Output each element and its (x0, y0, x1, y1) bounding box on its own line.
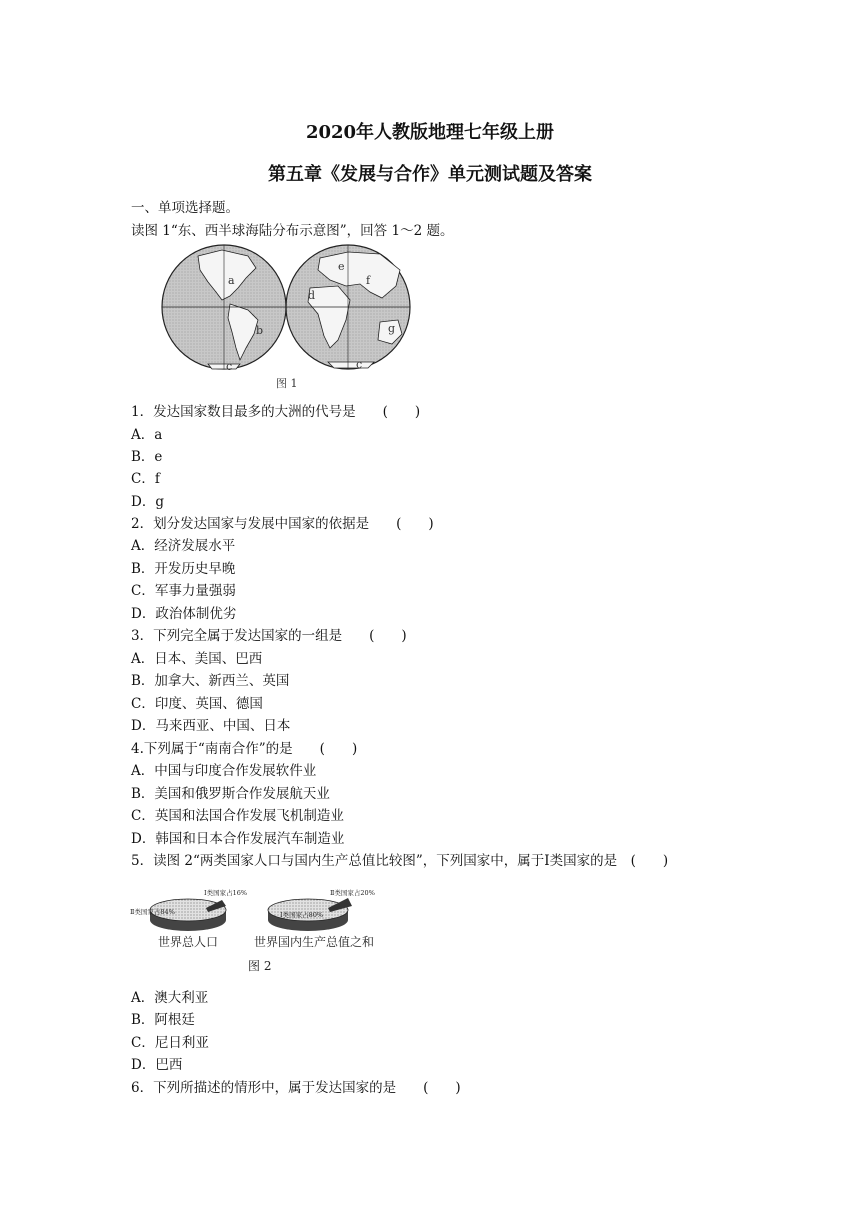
map-label-f: f (366, 274, 371, 287)
intro-text: 读图 1“东、西半球海陆分布示意图”，回答 1～2 题。 (131, 223, 454, 239)
pie1-small-label: Ⅰ类国家占16% (204, 889, 248, 897)
question-2-option-a[interactable]: A．经济发展水平 (131, 538, 236, 554)
question-2-stem: 2．划分发达国家与发展中国家的依据是 ( ) (131, 516, 434, 532)
question-4-option-d[interactable]: D．韩国和日本合作发展汽车制造业 (131, 831, 345, 847)
question-3-option-c[interactable]: C．印度、英国、德国 (131, 696, 263, 712)
question-3-option-b[interactable]: B．加拿大、新西兰、英国 (131, 673, 290, 689)
question-1-option-d[interactable]: D．g (131, 494, 164, 510)
question-4-option-a[interactable]: A．中国与印度合作发展软件业 (131, 763, 317, 779)
pie2-title: 世界国内生产总值之和 (254, 935, 375, 949)
question-5-option-d[interactable]: D．巴西 (131, 1057, 183, 1073)
question-2-option-d[interactable]: D．政治体制优劣 (131, 606, 237, 622)
question-4-option-b[interactable]: B．美国和俄罗斯合作发展航天业 (131, 786, 330, 802)
antarctica-east-shape (328, 362, 374, 368)
question-1-option-c[interactable]: C．f (131, 471, 160, 487)
map-label-d: d (308, 289, 316, 302)
hemisphere-map-figure (160, 244, 415, 392)
question-1-option-a[interactable]: A．a (131, 427, 163, 443)
question-3-stem: 3．下列完全属于发达国家的一组是 ( ) (131, 628, 407, 644)
pie2-small-label: Ⅱ类国家占20% (330, 889, 375, 897)
pie1-title: 世界总人口 (158, 935, 219, 949)
question-1-option-b[interactable]: B．e (131, 449, 163, 465)
question-2-option-c[interactable]: C．军事力量强弱 (131, 583, 236, 599)
pie1-large-label: Ⅱ类国家占84% (130, 908, 175, 916)
figure1-caption: 图 1 (276, 377, 298, 390)
question-4-option-c[interactable]: C．英国和法国合作发展飞机制造业 (131, 808, 344, 824)
question-1-stem: 1．发达国家数目最多的大洲的代号是 ( ) (131, 404, 421, 420)
question-5-option-c[interactable]: C．尼日利亚 (131, 1035, 209, 1051)
question-5-stem: 5．读图 2“两类国家人口与国内生产总值比较图”，下列国家中，属于Ⅰ类国家的是 ( ) (131, 853, 669, 869)
gdp-pie (254, 888, 375, 949)
population-gdp-pies-figure (130, 884, 395, 976)
section-heading: 一、单项选择题。 (131, 200, 239, 216)
question-5-option-b[interactable]: B．阿根廷 (131, 1012, 195, 1028)
figure2-caption: 图 2 (248, 959, 272, 973)
map-label-b: b (256, 324, 264, 337)
question-2-option-b[interactable]: B．开发历史早晚 (131, 561, 236, 577)
doc-subtitle: 第五章《发展与合作》单元测试题及答案 (268, 164, 592, 185)
map-label-c-west: c (226, 360, 233, 373)
question-5-option-a[interactable]: A．澳大利亚 (131, 990, 209, 1006)
doc-title: 2020年人教版地理七年级上册 (305, 122, 555, 143)
population-pie (130, 888, 247, 949)
map-label-g: g (388, 322, 396, 335)
question-4-stem: 4.下列属于“南南合作”的是 ( ) (131, 741, 358, 757)
question-3-option-d[interactable]: D．马来西亚、中国、日本 (131, 718, 291, 734)
map-label-c-east: c (356, 358, 363, 371)
question-6-stem: 6．下列所描述的情形中，属于发达国家的是 ( ) (131, 1080, 461, 1096)
question-3-option-a[interactable]: A．日本、美国、巴西 (131, 651, 263, 667)
pie2-large-label: Ⅰ类国家占80% (280, 911, 324, 919)
map-label-e: e (338, 260, 345, 273)
map-label-a: a (228, 274, 235, 287)
